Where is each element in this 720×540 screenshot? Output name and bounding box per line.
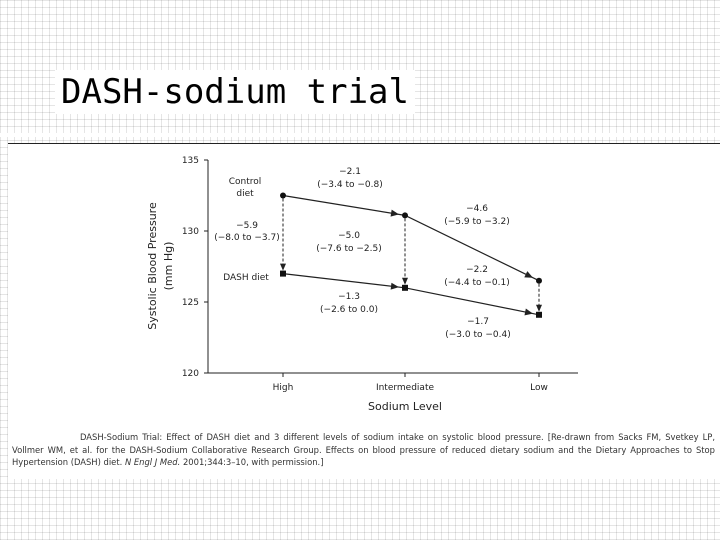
annotation-dash_int_low: −1.7 (467, 317, 489, 327)
caption-lead: DASH-Sodium Trial: Effect of DASH diet and 3 different levels of sodium intake on systolic blood pressure. [Re-drawn from Sacks FM, Svetkey LP, Vollmer WM, et al. for the DASH-Sodium Collaborative Research Group. Effects on blood pressure of reduced dietary sodium and the Dietary Approaches to Stop Hypertension (DASH) diet. (12, 432, 715, 468)
dash-diet-point (536, 312, 542, 318)
annotation-ctl_int_low: (−5.9 to −3.2) (444, 217, 510, 227)
dash-diet-arrowhead (391, 283, 399, 290)
slide-title: DASH-sodium trial (55, 70, 415, 114)
control-diet-arrowhead (391, 210, 399, 217)
dash-diet-point (280, 271, 286, 277)
y-axis-title-units: (mm Hg) (162, 241, 175, 291)
x-tick-label: Intermediate (375, 383, 435, 393)
control-diet-label: diet (236, 189, 254, 199)
difference-arrowhead (280, 264, 286, 271)
control-diet-label: Control (228, 177, 262, 187)
y-tick-label: 120 (181, 369, 199, 379)
annotation-diff_high: −5.9 (236, 221, 258, 231)
y-tick-label: 125 (181, 298, 199, 308)
y-tick-label: 130 (181, 227, 199, 237)
y-tick-label: 135 (181, 156, 199, 166)
x-tick-label: High (272, 383, 294, 393)
annotation-dash_hi_int: (−2.6 to 0.0) (320, 305, 378, 315)
control-diet-point (280, 193, 286, 199)
title-divider (0, 133, 720, 137)
dash-diet-arrowhead (524, 309, 533, 316)
control-diet-point (402, 212, 408, 218)
figure-caption (12, 429, 715, 472)
control-diet-point (536, 278, 542, 284)
annotation-ctl_hi_int: (−3.4 to −0.8) (317, 180, 383, 190)
annotation-diff_low: (−4.4 to −0.1) (444, 278, 510, 288)
y-axis-title: Systolic Blood Pressure (146, 202, 159, 330)
difference-arrowhead (402, 278, 408, 285)
dash-diet-point (402, 285, 408, 291)
control-diet-line (283, 196, 539, 281)
annotation-diff_high: (−8.0 to −3.7) (214, 233, 280, 243)
caption-journal: N Engl J Med. (124, 457, 181, 468)
annotation-dash_int_low: (−3.0 to −0.4) (445, 330, 511, 340)
annotation-diff_low: −2.2 (466, 265, 488, 275)
difference-arrowhead (536, 305, 542, 312)
annotation-diff_int: −5.0 (338, 231, 360, 241)
x-axis-title: Sodium Level (368, 400, 442, 413)
annotation-ctl_int_low: −4.6 (466, 204, 488, 214)
systolic-bp-line-chart (8, 144, 720, 430)
plot-area (146, 156, 578, 413)
annotation-dash_hi_int: −1.3 (338, 292, 360, 302)
annotation-diff_int: (−7.6 to −2.5) (316, 244, 382, 254)
x-tick-label: Low (530, 383, 548, 393)
annotation-ctl_hi_int: −2.1 (339, 167, 361, 177)
caption-tail: 2001;344:3–10, with permission.] (182, 457, 324, 468)
dash-diet-label: DASH diet (223, 273, 269, 283)
